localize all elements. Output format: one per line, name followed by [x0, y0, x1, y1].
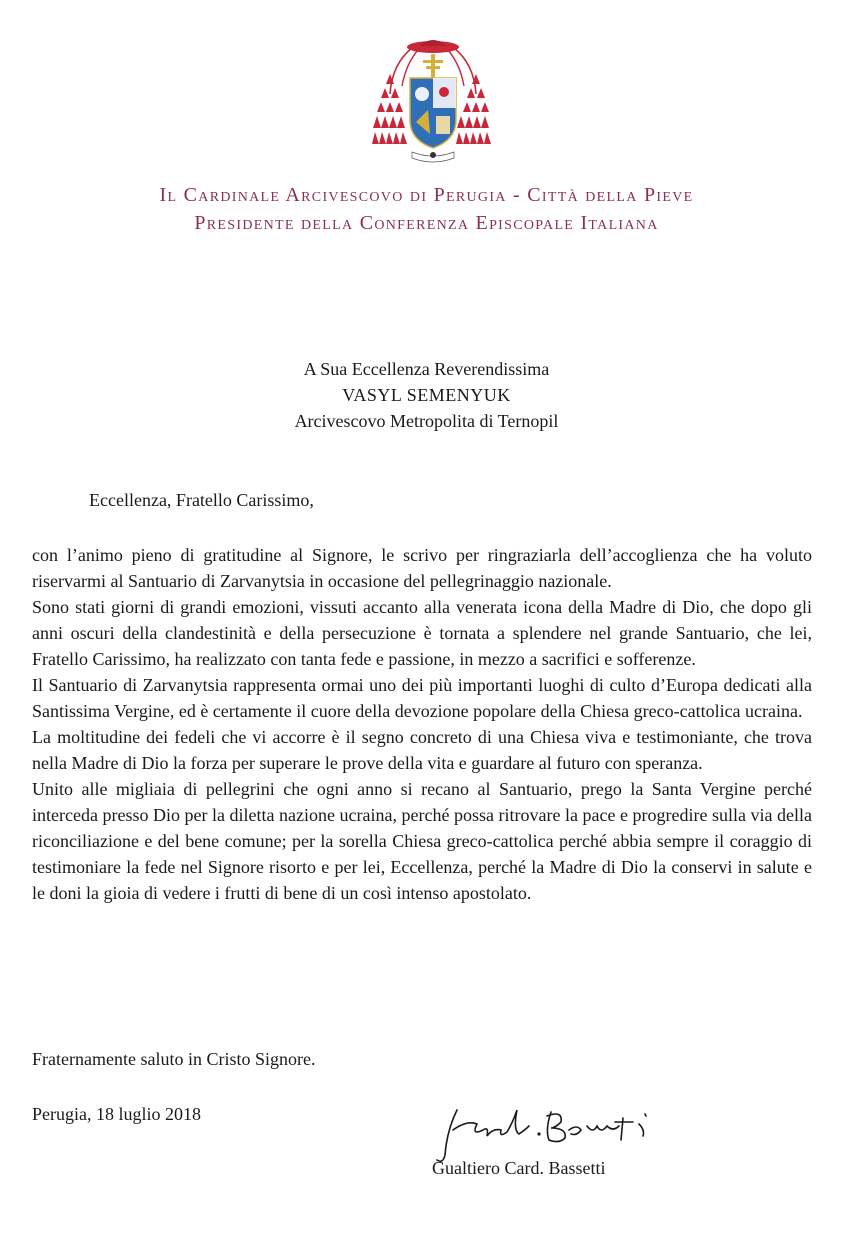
- signer-name: Gualtiero Card. Bassetti: [432, 1158, 606, 1178]
- letterhead-line-2: Presidente della Conferenza Episcopale Italiana: [194, 212, 659, 234]
- paragraph: Sono stati giorni di grandi emozioni, vissuti accanto alla venerata icona della Madre di Dio, che dopo gli anni oscuri della clandestinità e della persecuzione è tornata a splendere nel grande Santuario, che lei, Fratello Carissimo, ha realizzato con tanta fede e passione, in mezzo a sacrifici e sofferenze.: [32, 597, 812, 669]
- letter-body: [32, 542, 812, 906]
- salutation: Eccellenza, Fratello Carissimo,: [89, 490, 314, 510]
- paragraph: Il Santuario di Zarvanytsia rappresenta ormai uno dei più importanti luoghi di culto d’Europa dedicati alla Santissima Vergine, ed è certamente il cuore della devozione popolare della Chiesa greco-cattolica ucraina.: [32, 675, 812, 721]
- closing-line: Fraternamente saluto in Cristo Signore.: [32, 1049, 316, 1069]
- place-date: Perugia, 18 luglio 2018: [32, 1104, 201, 1124]
- recipient-name: VASYL SEMENYUK: [342, 385, 511, 405]
- signature-icon: [427, 1100, 697, 1166]
- paragraph: Unito alle migliaia di pellegrini che ogni anno si recano al Santuario, prego la Santa Vergine perché interceda presso Dio per la diletta nazione ucraina, perché possa ritrovare la pace e progredire sulla via della riconciliazione e del bene comune; per la sorella Chiesa greco-cattolica perché abbia sempre il coraggio di testimoniare la fede nel Signore risorto e per lei, Eccellenza, perché la Madre di Dio la conservi in salute e le doni la gioia di vedere i frutti di bene di un così intenso apostolato.: [32, 779, 812, 903]
- paragraph: con l’animo pieno di gratitudine al Signore, le scrivo per ringraziarla dell’accoglienza che ha voluto riservarmi al Santuario di Zarvanytsia in occasione del pellegrinaggio nazionale.: [32, 545, 812, 591]
- recipient-role: Arcivescovo Metropolita di Ternopil: [294, 411, 559, 431]
- coat-of-arms-icon: [372, 34, 494, 172]
- recipient-title: A Sua Eccellenza Reverendissima: [303, 359, 550, 379]
- letterhead-line-1: Il Cardinale Arcivescovo di Perugia - Città della Pieve: [159, 184, 694, 206]
- paragraph: La moltitudine dei fedeli che vi accorre è il segno concreto di una Chiesa viva e testimoniante, che trova nella Madre di Dio la forza per superare le prove della vita e guardare al futuro con speranza.: [32, 727, 812, 773]
